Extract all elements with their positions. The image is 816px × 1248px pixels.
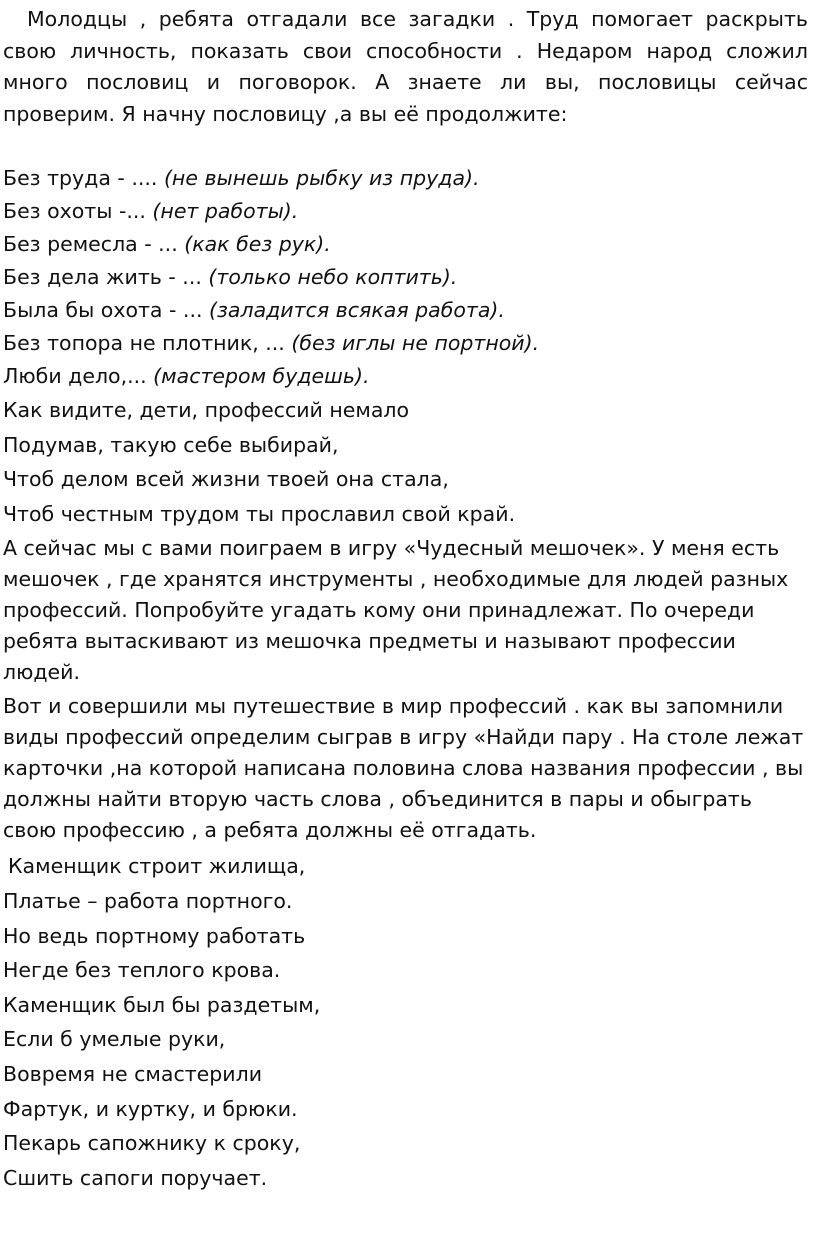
poem-line: Чтоб делом всей жизни твоей она стала, [3,467,449,492]
proverb-line [3,294,808,327]
poem-line: Чтоб честным трудом ты прославил свой край. [3,501,516,526]
poem-professions [3,393,808,531]
proverb-start: Без топора не плотник, ... [3,331,292,355]
poem-line: Платье – работа портного. [3,888,293,913]
poem-line: Но ведь портному работать [3,923,306,948]
proverb-line [3,360,808,393]
proverb-answer: (не вынешь рыбку из пруда). [163,166,480,190]
intro-paragraph: Молодцы , ребята отгадали все загадки . Труд помогает раскрыть свою личность, показать свои способности . Недаром народ сложил много пословиц и поговорок. А знаете ли вы, пословицы сейчас проверим. Я начну пословицу ,а вы её продолжите: [3,7,808,126]
proverb-start: Без ремесла - ... [3,232,185,256]
proverb-line [3,261,808,294]
proverb-start: Без труда - .... [3,166,164,190]
proverb-line [3,162,808,195]
poem-line: Подумав, такую себе выбирай, [3,432,339,457]
proverb-line [3,195,808,228]
poem-line: Сшить сапоги поручает. [3,1165,268,1190]
proverb-start: Без охоты -... [3,199,153,223]
proverb-answer: (как без рук). [184,232,331,256]
blank-line [3,130,808,162]
poem-line: Пекарь сапожнику к сроку, [3,1131,301,1156]
game-magic-bag-paragraph: А сейчас мы с вами поиграем в игру «Чудесный мешочек». У меня есть мешочек , где хранятся инструменты , необходимые для людей разных профессий. Попробуйте угадать кому они принадлежат. По очереди ребята вытаскивают из мешочка предметы и называют профессии людей. [3,536,789,685]
poem-line: Каменщик строит жилища, [8,854,306,879]
proverb-line [3,327,808,360]
poem-line: Как видите, дети, профессий немало [3,398,410,422]
poem-line: Вовремя не смастерили [3,1061,263,1086]
poem-line: Каменщик был бы раздетым, [3,992,321,1017]
poem-line: Если б умелые руки, [3,1027,226,1052]
proverbs-list [3,162,808,393]
proverb-answer: (без иглы не портной). [291,331,540,355]
proverb-answer: (мастером будешь). [153,364,370,388]
proverb-line [3,228,808,261]
proverb-start: Без дела жить - ... [3,265,209,289]
proverb-answer: (только небо коптить). [208,265,458,289]
proverb-answer: (заладится всякая работа). [209,298,505,322]
proverb-answer: (нет работы). [152,199,299,223]
proverb-start: Люби дело,... [3,364,154,388]
poem-line: Негде без теплого крова. [3,958,281,983]
poem-line: Фартук, и куртку, и брюки. [3,1096,298,1121]
proverb-start: Была бы охота - ... [3,298,209,322]
poem-craftsmen [3,849,808,1195]
game-find-pair-paragraph: Вот и совершили мы путешествие в мир профессий . как вы запомнили виды профессий определим сыграв в игру «Найди пару . На столе лежат карточки ,на которой написана половина слова названия профессии , вы должны найти вторую часть слова , объединится в пары и обыграть свою профессию , а ребята должны её отгадать. [3,694,804,843]
